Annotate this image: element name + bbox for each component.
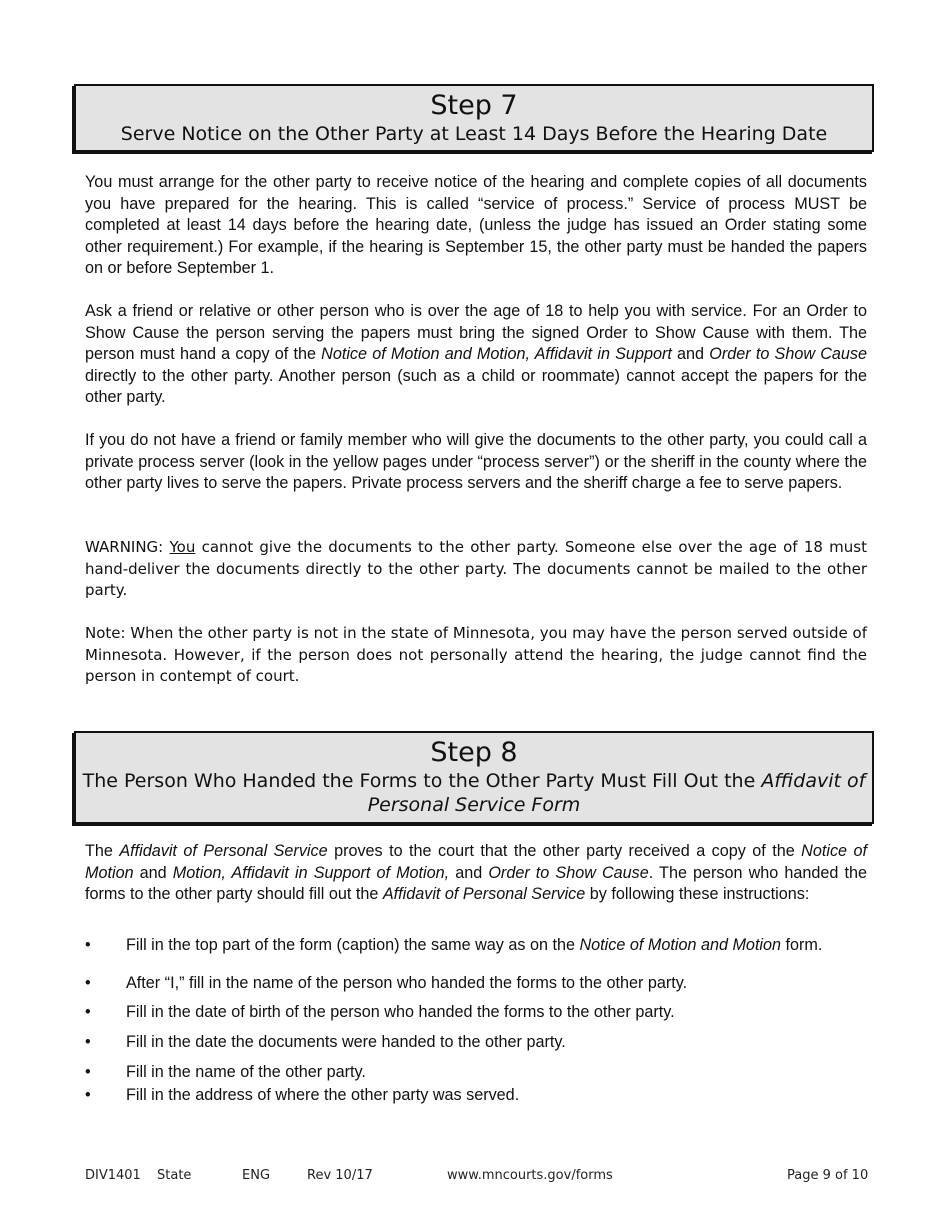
step-7-header (74, 84, 874, 152)
bullet-icon: • (85, 1033, 91, 1051)
instruction-text: Fill in the address of where the other party was served. (126, 1086, 520, 1104)
text-run: . The person who handed the forms to the other party should fill out the (85, 863, 867, 903)
step-7-paragraph-2 (85, 301, 867, 409)
text-run: and (449, 863, 489, 882)
form-name: Order to Show Cause (488, 863, 649, 882)
form-name: Notice of Motion (85, 842, 867, 882)
step-7-subtitle: Serve Notice on the Other Party at Least 14 Days Before the Hearing Date (120, 123, 828, 145)
text-run: The Person Who Handed the Forms to the Other Party Must Fill Out the (82, 770, 762, 792)
step-7-note: Note: When the other party is not in the state of Minnesota, you may have the person served outside of Minnesota. However, if the person does not personally attend the hearing, the judge cannot find the person in contempt of court. (85, 624, 867, 685)
bullet-icon: • (85, 1086, 91, 1104)
form-name: Order to Show Cause (709, 345, 867, 363)
form-name: Notice of Motion and Motion, Affidavit in Support (321, 345, 672, 363)
step-7-warning (85, 537, 867, 602)
step-8-subtitle (76, 769, 872, 817)
instruction-text (126, 935, 822, 956)
step-8-title: Step 8 (430, 737, 518, 768)
text-run: and (671, 345, 710, 363)
instruction-text: Fill in the date the documents were handed to the other party. (126, 1033, 566, 1051)
step-8-paragraph-1 (85, 841, 867, 906)
form-name: Affidavit of Personal Service (382, 885, 586, 903)
text-run: by following these instructions: (585, 885, 810, 903)
footer-form-id: DIV1401 (85, 1168, 141, 1183)
bullet-icon: • (85, 1063, 91, 1081)
form-name: Motion, Affidavit in Support of Motion, (172, 863, 450, 882)
text-run: and (133, 863, 173, 882)
step-7-paragraph-1: You must arrange for the other party to receive notice of the hearing and complete copies of all documents you have prepared for the hearing. This is called “service of process.” Service of process MUST be completed at least 14 days before the hearing date, (unless the judge has issued an Order stating some other requirement.) For example, if the hearing is September 15, the other party must be handed the papers on or before September 1. (85, 173, 867, 277)
form-name: Affidavit of Personal Service Form (367, 770, 866, 816)
text-run: The (85, 842, 120, 860)
text-run: proves to the court that the other party received a copy of the (327, 842, 802, 860)
footer-page-number: Page 9 of 10 (787, 1168, 869, 1183)
text-run: Fill in the top part of the form (caption) the same way as on the (126, 936, 580, 954)
warning-label: WARNING: (85, 538, 170, 556)
instruction-text: After “I,” fill in the name of the person who handed the forms to the other party. (126, 974, 688, 992)
warning-emphasis: You (169, 538, 196, 556)
bullet-icon: • (85, 936, 91, 954)
text-run: form. (781, 936, 823, 954)
text-run: directly to the other party. Another person (such as a child or roommate) cannot accept the papers for the other party. (85, 366, 867, 406)
form-name: Affidavit of Personal Service (119, 842, 328, 860)
bullet-icon: • (85, 974, 91, 992)
form-name: Notice of Motion and Motion (579, 936, 782, 954)
instruction-text: Fill in the date of birth of the person who handed the forms to the other party. (126, 1003, 675, 1021)
step-8-header (74, 731, 874, 824)
text-run: cannot give the documents to the other party. Someone else over the age of 18 must hand-deliver the documents directly to the other party. The documents cannot be mailed to the other party. (85, 538, 867, 599)
step-7-paragraph-3: If you do not have a friend or family member who will give the documents to the other party, you could call a private process server (look in the yellow pages under “process server”) or the sheriff in the county where the other party lives to serve the papers. Private process servers and the sheriff charge a fee to serve papers. (85, 431, 867, 492)
footer-url[interactable]: www.mncourts.gov/forms (447, 1168, 613, 1183)
footer-language: ENG (242, 1168, 271, 1183)
instruction-text: Fill in the name of the other party. (126, 1063, 366, 1081)
footer-state: State (157, 1168, 192, 1183)
footer-revision: Rev 10/17 (307, 1168, 373, 1183)
step-7-title: Step 7 (430, 90, 518, 121)
text-run: Ask a friend or relative or other person who is over the age of 18 to help you with service. For an Order to Show Cause the person serving the papers must bring the signed Order to Show Cause with them. The person must hand a copy of the (85, 302, 867, 363)
bullet-icon: • (85, 1003, 91, 1021)
